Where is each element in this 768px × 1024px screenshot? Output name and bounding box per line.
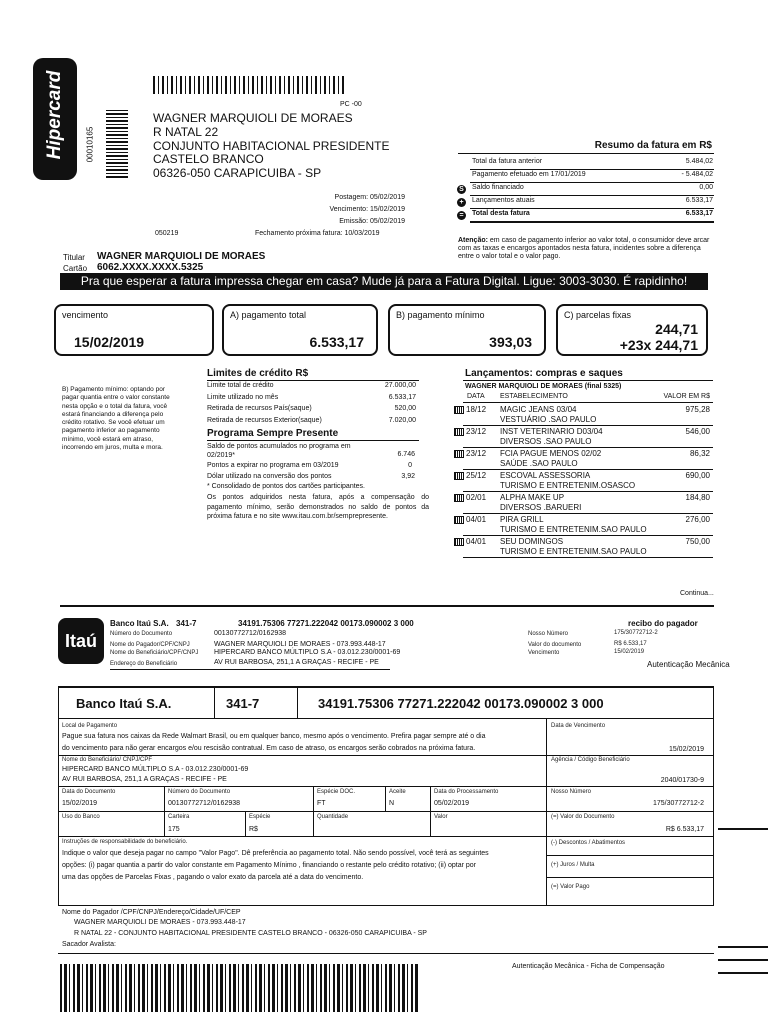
right-line-b: [546, 877, 714, 878]
ficha-autent: Autenticação Mecânica - Ficha de Compensação: [512, 963, 665, 970]
resumo-symbol-icon: +: [457, 198, 466, 207]
recibo-l4: Endereço do Beneficiário: [110, 661, 178, 667]
right-line-a: [546, 855, 714, 856]
card-icon: [454, 538, 464, 546]
lancamento-line: [463, 535, 713, 536]
address-name: WAGNER MARQUIOLI DE MORAES: [153, 111, 353, 125]
vencimento-box-value: 15/02/2019: [74, 334, 145, 350]
lancamento-estab: MAGIC JEANS 03/04: [500, 405, 577, 414]
col-estabelecimento: ESTABELECIMENTO: [500, 393, 568, 400]
row-line-1: [58, 755, 714, 756]
lancamentos-title: Lançamentos: compras e saques: [465, 368, 623, 379]
vdoc-value: R$ 6.533,17: [665, 826, 704, 833]
lancamento-value: 546,00: [685, 427, 710, 436]
dd-value: 15/02/2019: [62, 800, 98, 807]
col-sep-d: [385, 786, 386, 811]
lancamento-line: [463, 425, 713, 426]
address-line4: 06326-050 CARAPICUIBA - SP: [153, 166, 322, 180]
programa-row1-value: 6.746: [397, 451, 415, 458]
lancamentos-holder: WAGNER MARQUIOLI DE MORAES (final 5325): [465, 383, 622, 390]
dv-label: Data de Vencimento: [551, 723, 606, 729]
resumo-row-line: [470, 169, 714, 170]
resumo-label: Total da fatura anterior: [472, 158, 543, 165]
limites-divider: [207, 380, 419, 381]
dp-label: Data do Processamento: [434, 789, 499, 795]
lancamento-category: TURISMO E ENTRETENIM.SAO PAULO: [500, 547, 647, 556]
hipercard-logo: [33, 58, 77, 180]
instr-line1: Indique o valor que deseja pagar no campo "Valor Pago". Dê preferência ao pagamento total. Não sendo possível, você terá as seguintes: [62, 850, 489, 857]
edge-mark-1: [718, 828, 768, 830]
limite-value: 6.533,17: [388, 393, 416, 401]
emissao: Emissão: 05/02/2019: [339, 218, 405, 225]
lancamento-date: 04/01: [466, 537, 487, 546]
ficha-header-line: [58, 718, 714, 719]
esp-label: Espécie DOC.: [317, 789, 356, 795]
lancamento-date: 18/12: [466, 405, 487, 414]
pagamento-minimo-box: [388, 304, 546, 356]
ficha-top-bar: [58, 686, 714, 688]
benef-label: Nome do Beneficiário/ CNPJ/CPF: [62, 757, 153, 763]
recibo-v1: 00130772712/0162938: [214, 630, 287, 637]
lancamento-line: [463, 469, 713, 470]
recibo-v3: HIPERCARD BANCO MÚLTIPLO S.A - 03.012.230/0001-69: [214, 649, 401, 656]
programa-row1-label: Saldo de pontos acumulados no programa em 02/2019*: [207, 443, 351, 459]
hipercard-logo-text: Hipercard: [44, 70, 65, 160]
date-code: 050219: [155, 230, 179, 237]
resumo-title: Resumo da fatura em R$: [594, 140, 712, 151]
recibo-linha: 34191.75306 77271.222042 00173.090002 3 000: [238, 619, 414, 628]
local-text: Pague sua fatura nos caixas da Rede Walmart Brasil, ou em qualquer banco, mesmo após o vencimento. Prefira pagar sempre até o dia: [62, 733, 486, 740]
resumo-symbol-icon: S: [457, 185, 466, 194]
titular-label: Titular: [63, 253, 85, 262]
vencimento-date: Vencimento: 15/02/2019: [329, 206, 405, 213]
programa-row3-label: Dólar utilizado na conversão dos pontos: [207, 473, 332, 480]
benef-address: AV RUI BARBOSA, 251,1 A GRAÇAS - RECIFE - PE: [62, 776, 227, 783]
pagador-label: Nome do Pagador /CPF/CNPJ/Endereço/Cidade/UF/CEP: [62, 909, 241, 916]
limite-value: 27.000,00: [384, 382, 416, 389]
ac-value: N: [389, 800, 395, 807]
lancamento-line: [463, 513, 713, 514]
resumo-value: 0,00: [699, 184, 713, 191]
lancamento-date: 23/12: [466, 449, 487, 458]
ag-value: 2040/01730-9: [660, 777, 704, 784]
limite-label: Retirada de recursos País(saque): [207, 405, 312, 412]
digital-banner: [60, 273, 708, 290]
nn-label: Nosso Número: [551, 789, 592, 795]
ficha-linha: 34191.75306 77271.222042 00173.090002 3 000: [318, 696, 604, 711]
instr-line2: opções: (i) pagar quantia a partir do valor constante em Pagamento Mínimo , financiando o restante pelo crédito rotativo; (ii) optar por: [62, 862, 477, 869]
programa-paragraph: [207, 493, 429, 522]
programa-row2-value: 0: [408, 462, 412, 469]
recibo-nn-label: Nosso Número: [528, 631, 569, 637]
lancamento-category: DIVERSOS .BARUERI: [500, 503, 582, 512]
lancamento-category: VESTUÁRIO .SAO PAULO: [500, 415, 597, 424]
recibo-vd: R$ 6.533,17: [614, 641, 647, 647]
programa-title: Programa Sempre Presente: [207, 428, 339, 439]
lancamento-estab: FCIA PAGUE MENOS 02/02: [500, 449, 602, 458]
recibo-nn: 175/30772712-2: [614, 630, 658, 636]
resumo-value: - 5.484,02: [681, 171, 713, 178]
recibo-code: 341-7: [176, 619, 197, 628]
card-icon: [454, 494, 464, 502]
nd-value: 00130772712/0162938: [168, 800, 241, 807]
es-value: R$: [249, 826, 258, 833]
dv-value: 15/02/2019: [668, 746, 704, 753]
pc-code: PC -00: [340, 101, 362, 108]
es-label: Espécie: [249, 814, 271, 820]
ficha-sep1: [214, 688, 215, 718]
resumo-label: Saldo financiado: [472, 184, 524, 191]
continua-text: Continua...: [680, 590, 714, 597]
pagamento-total-label: A) pagamento total: [230, 310, 307, 320]
lancamento-date: 04/01: [466, 515, 487, 524]
lancamento-estab: ALPHA MAKE UP: [500, 493, 565, 502]
pagamento-total-value: 6.533,17: [309, 334, 364, 350]
lancamento-category: TURISMO E ENTRETENIM.OSASCO: [500, 481, 636, 490]
card-icon: [454, 428, 464, 436]
pagamento-total-box: [222, 304, 378, 356]
vertical-code: 00010165: [85, 126, 95, 163]
recibo-line: [110, 669, 390, 670]
recibo-vd-label: Valor do documento: [528, 642, 582, 648]
boleto-barcode: [60, 964, 420, 1012]
cartao-number: 6062.XXXX.XXXX.5325: [97, 262, 204, 273]
itau-logo-text: Itaú: [64, 631, 97, 651]
resumo-row-line: [470, 182, 714, 183]
lancamento-date: 23/12: [466, 427, 487, 436]
programa-divider: [207, 440, 419, 441]
pagamento-minimo-note: B) Pagamento mínimo: optando por pagar quantia entre o valor constante nesta opção e o total da fatura, você estará financiando a diferença pelo crédito rotativo. Se você efetuar um pagamento inferior ao pagamento mínimo, você estará em atraso, incorrendo em juros, multa e mora.: [62, 386, 170, 452]
resumo-row-line: [470, 221, 714, 223]
lancamento-estab: INST VETERINARIO D03/04: [500, 427, 603, 436]
instr-line3: uma das opções de Parcelas Fixas , pagando o valor exato da parcela até a data do vencimento.: [62, 874, 364, 881]
nn-value: 175/30772712-2: [653, 800, 704, 807]
limite-label: Limite utilizado no mês: [207, 393, 279, 401]
nd-label: Número do Documento: [168, 789, 231, 795]
vencimento-box: [54, 304, 214, 356]
row-line-2: [58, 786, 714, 787]
vp-label: (=) Valor Pago: [551, 884, 590, 890]
atencao-body: em caso de pagamento inferior ao valor total, o consumidor deve arcar com as taxas e encargos apontados nesta fatura, incidentes sobre a diferença entre o valor total e o valor pago.: [458, 237, 710, 260]
atencao-text: [458, 237, 718, 261]
ficha-sep2: [297, 688, 298, 718]
ca-label: Carteira: [168, 814, 190, 820]
recibo-l1: Número do Documento: [110, 631, 173, 637]
ub-label: Uso do Banco: [62, 814, 100, 820]
parcelas-fixas-box: [556, 304, 708, 356]
qt-label: Quantidade: [317, 814, 349, 820]
recibo-bank: Banco Itaú S.A.: [110, 619, 169, 628]
lancamento-line: [463, 491, 713, 492]
sacador-label: Sacador Avalista:: [62, 941, 116, 948]
ficha-code: 341-7: [226, 696, 260, 711]
lancamento-estab: PIRA GRILL: [500, 515, 544, 524]
resumo-value: 6.533,17: [685, 210, 713, 217]
limite-value: 7.020,00: [388, 416, 416, 424]
resumo-divider: [458, 153, 714, 154]
programa-row3-value: 3,92: [401, 473, 415, 480]
vdoc-label: (=) Valor do Documento: [551, 814, 615, 820]
ficha-frame: [58, 686, 714, 906]
banner-text: Pra que esperar a fatura impressa chegar em casa? Mude já para a Fatura Digital. Ligue: 3003-3030. É rapidinho!: [80, 274, 688, 288]
lancamento-category: TURISMO E ENTRETENIM.SAO PAULO: [500, 525, 647, 534]
lancamento-estab: ESCOVAL ASSESSORIA: [500, 471, 591, 480]
address-line3: CASTELO BRANCO: [153, 152, 264, 166]
ficha-bank: Banco Itaú S.A.: [76, 696, 172, 711]
programa-row2-label: Pontos a expirar no programa em 03/2019: [207, 462, 339, 469]
itau-logo: [58, 618, 104, 664]
lancamento-line: [463, 447, 713, 448]
address-line1: R NATAL 22: [153, 125, 219, 139]
recibo-l2: Nome do Pagador/CPF/CNPJ: [110, 642, 190, 648]
benef-value: HIPERCARD BANCO MÚLTIPLO S.A - 03.012.230/0001-69: [62, 766, 249, 773]
instr-label: Instruções de responsabilidade do beneficiário.: [62, 839, 188, 845]
ag-label: Agência / Código Beneficiário: [551, 757, 630, 763]
recibo-l3: Nome do Beneficiário/CPF/CNPJ: [110, 650, 199, 656]
card-icon: [454, 450, 464, 458]
section-divider: [60, 605, 714, 607]
resumo-value: 6.533,17: [685, 197, 713, 204]
resumo-row-line: [470, 208, 714, 209]
postal-barcode: [153, 76, 345, 94]
parcelas-fixas-value1: 244,71: [655, 321, 698, 337]
lancamento-date: 25/12: [466, 471, 487, 480]
desc-label: (-) Descontos / Abatimentos: [551, 840, 626, 846]
recibo-v2: WAGNER MARQUIOLI DE MORAES - 073.993.448-17: [214, 641, 386, 648]
limite-label: Retirada de recursos Exterior(saque): [207, 416, 322, 424]
dp-value: 05/02/2019: [434, 800, 470, 807]
ca-value: 175: [168, 826, 180, 833]
postagem: Postagem: 05/02/2019: [334, 194, 405, 201]
lancamento-estab: SEU DOMINGOS: [500, 537, 564, 546]
lancamento-value: 276,00: [685, 515, 710, 524]
recibo-v4: AV RUI BARBOSA, 251,1 A GRAÇAS - RECIFE - PE: [214, 659, 379, 666]
resumo-label: Total desta fatura: [472, 210, 530, 217]
limite-label: Limite total de crédito: [207, 382, 274, 389]
pagador-line2: R NATAL 22 - CONJUNTO HABITACIONAL PRESIDENTE CASTELO BRANCO - 06326-050 CARAPICUIBA - SP: [74, 930, 427, 937]
lancamento-value: 86,32: [689, 449, 710, 458]
pagador-line1: WAGNER MARQUIOLI DE MORAES - 073.993.448-17: [74, 919, 246, 926]
row-line-3: [58, 811, 714, 812]
row-line-5: [58, 905, 714, 906]
edge-mark-2: [718, 946, 768, 948]
limites-title: Limites de crédito R$: [207, 368, 309, 379]
lancamento-value: 184,80: [685, 493, 710, 502]
va-label: Valor: [434, 814, 448, 820]
lancamento-category: DIVERSOS .SAO PAULO: [500, 437, 592, 446]
edge-mark-4: [718, 972, 768, 974]
programa-para1: Os pontos adquiridos nesta fatura, após a compensação do pagamento mínimo, serão demonstrados no saldo de pontos da próxima fatura e no site: [207, 494, 429, 520]
card-icon: [454, 406, 464, 414]
esp-value: FT: [317, 800, 326, 807]
edge-mark-3: [718, 959, 768, 961]
card-icon: [454, 472, 464, 480]
juros-label: (+) Juros / Multa: [551, 862, 595, 868]
lancamento-value: 750,00: [685, 537, 710, 546]
lancamentos-divider: [463, 380, 713, 381]
resumo-value: 5.484,02: [685, 158, 713, 165]
address-line2: CONJUNTO HABITACIONAL PRESIDENTE: [153, 139, 390, 153]
cartao-label: Cartão: [63, 264, 88, 273]
col-data: DATA: [467, 393, 485, 400]
limite-value: 520,00: [394, 405, 416, 412]
row-line-4: [58, 836, 714, 837]
atencao-label: Atenção:: [458, 237, 488, 244]
lancamento-date: 02/01: [466, 493, 487, 502]
col-valor: VALOR EM R$: [663, 393, 710, 400]
recibo-title: recibo do pagador: [628, 619, 698, 628]
resumo-label: Lançamentos atuais: [472, 197, 535, 204]
programa-link[interactable]: www.itau.com.br/semprepresente.: [282, 513, 388, 520]
recibo-vc-label: Vencimento: [528, 650, 560, 656]
parcelas-fixas-label: C) parcelas fixas: [564, 310, 632, 320]
lancamento-line: [463, 557, 713, 558]
fechamento: Fechamento próxima fatura: 10/03/2019: [255, 230, 380, 237]
pagamento-minimo-label: B) pagamento mínimo: [396, 310, 485, 320]
lancamentos-header-divider: [463, 402, 713, 403]
resumo-row-line: [470, 195, 714, 196]
lancamento-category: SAÚDE .SAO PAULO: [500, 459, 578, 468]
ac-label: Aceite: [389, 789, 406, 795]
parcelas-fixas-value2: +23x 244,71: [619, 337, 698, 353]
resumo-symbol-icon: =: [457, 211, 466, 220]
vertical-barcode: [106, 108, 128, 178]
lancamento-value: 690,00: [685, 471, 710, 480]
local-text2: do vencimento para não gerar encargos e/ou rescisão contratual. Em caso de atraso, os encargos serão cobrados na próxima fatura.: [62, 745, 476, 752]
lancamento-value: 975,28: [685, 405, 710, 414]
pagador-bottom-line: [58, 953, 714, 954]
resumo-label: Pagamento efetuado em 17/01/2019: [472, 171, 586, 178]
recibo-vc: 15/02/2019: [614, 649, 645, 655]
local-label: Local de Pagamento: [62, 723, 118, 729]
vencimento-box-label: vencimento: [62, 310, 109, 320]
card-icon: [454, 516, 464, 524]
programa-note: * Consolidado de pontos dos cartões participantes.: [207, 483, 365, 490]
col-sep-b: [245, 811, 246, 836]
pagamento-minimo-value: 393,03: [489, 334, 532, 350]
titular-name: WAGNER MARQUIOLI DE MORAES: [97, 251, 266, 262]
dd-label: Data do Documento: [62, 789, 116, 795]
recibo-autent: Autenticação Mecânica: [647, 660, 730, 669]
